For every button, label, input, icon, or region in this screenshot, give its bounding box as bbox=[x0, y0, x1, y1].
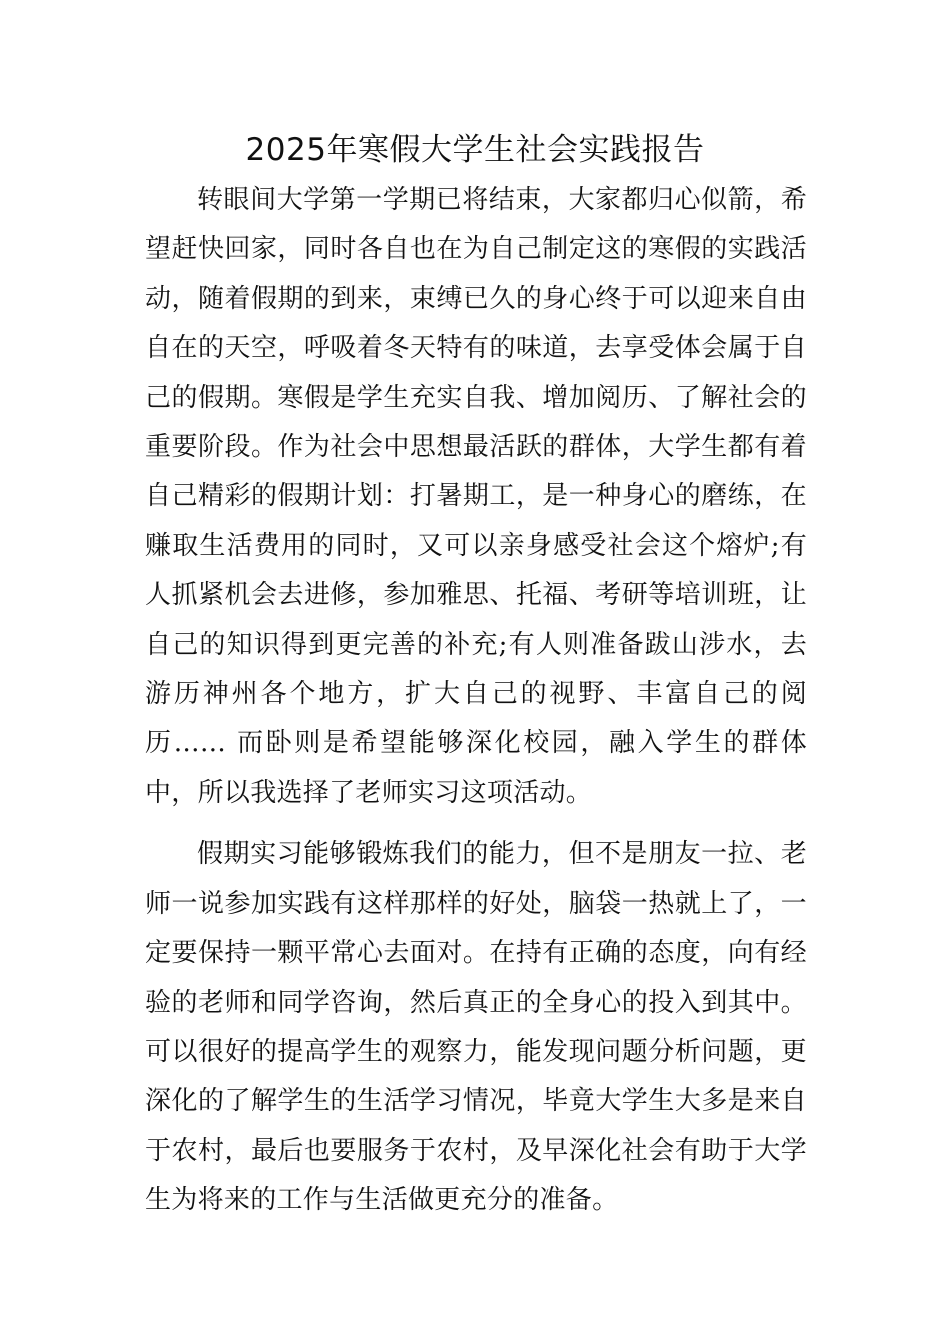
paragraph-2: 假期实习能够锻炼我们的能力，但不是朋友一拉、老师一说参加实践有这样那样的好处，脑袋一热就上了，一定要保持一颗平常心去面对。在持有正确的态度，向有经验的老师和同学咨询，然后真正的全身心的投入到其中。可以很好的提高学生的观察力，能发现问题分析问题，更深化的了解学生的生活学习情况，毕竟大学生大多是来自于农村，最后也要服务于农村，及早深化社会有助于大学生为将来的工作与生活做更充分的准备。 bbox=[145, 839, 807, 1216]
paragraph-1: 转眼间大学第一学期已将结束，大家都归心似箭，希望赶快回家，同时各自也在为自己制定这的寒假的实践活动，随着假期的到来，束缚已久的身心终于可以迎来自由自在的天空，呼吸着冬天特有的味道，去享受体会属于自己的假期。寒假是学生充实自我、增加阅历、了解社会的重要阶段。作为社会中思想最活跃的群体，大学生都有着自己精彩的假期计划：打暑期工，是一种身心的磨练，在赚取生活费用的同时，又可以亲身感受社会这个熔炉;有人抓紧机会去进修，参加雅思、托福、考研等培训班，让自己的知识得到更完善的补充;有人则准备跋山涉水，去游历神州各个地方，扩大自己的视野、丰富自己的阅历…… 而卧则是希望能够深化校园，融入学生的群体中，所以我选择了老师实习这项活动。 bbox=[145, 185, 807, 808]
document-body bbox=[145, 176, 807, 1226]
document-title: 2025年寒假大学生社会实践报告 bbox=[245, 132, 705, 168]
